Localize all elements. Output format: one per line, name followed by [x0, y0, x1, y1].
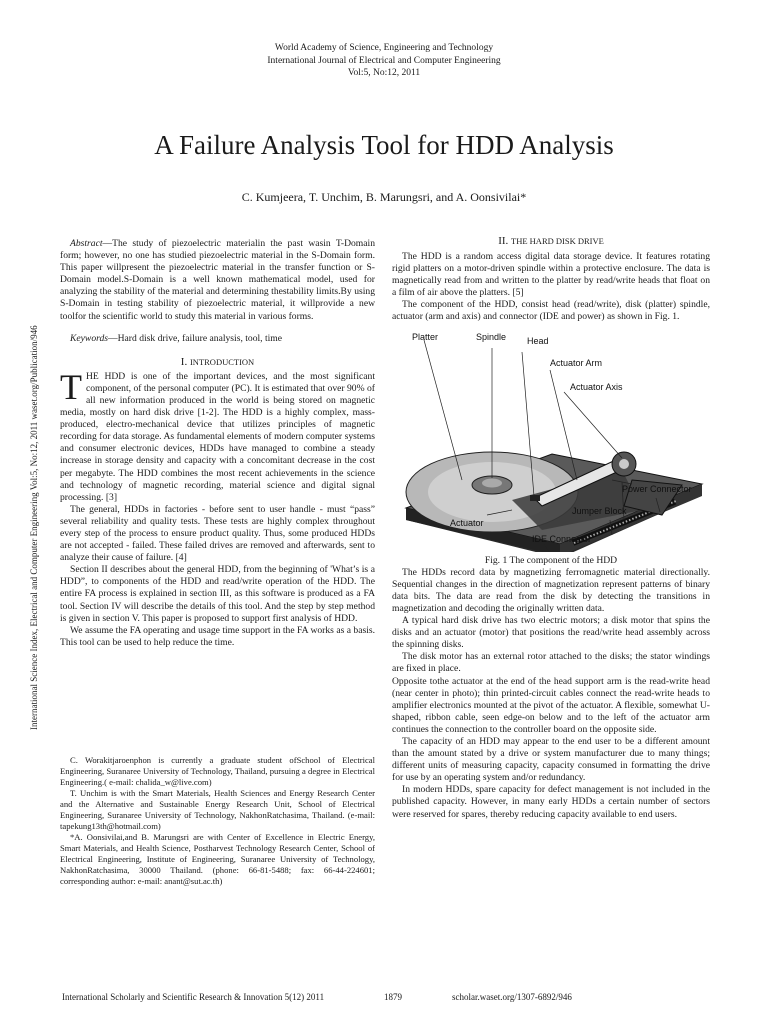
abstract-label: Abstract: [70, 238, 103, 249]
footer-url: scholar.waset.org/1307-6892/946: [452, 992, 572, 1002]
section-heading-hdd: II. THE HARD DISK DRIVE: [498, 235, 604, 247]
label-ide-connector: IDE Connector: [532, 533, 592, 544]
label-actuator-axis: Actuator Axis: [570, 381, 623, 392]
hdd-figure: [392, 330, 710, 552]
hdd-paragraph-8: In modern HDDs, spare capacity for defect management is not included in the published capacity. However, in many early HDDs a certain number of sectors were reserved for spares, thereby reducing capacity available to end users.: [392, 784, 710, 820]
actuator-axis-cap: [619, 459, 629, 469]
header-volume: Vol:5, No:12, 2011: [347, 68, 421, 78]
read-write-head: [530, 495, 540, 501]
footer-journal: International Scholarly and Scientific Research & Innovation 5(12) 2011: [62, 992, 325, 1002]
header-publisher: World Academy of Science, Engineering and Technology: [274, 43, 494, 53]
intro-paragraph-3: Section II describes about the general HDD, from the beginning of 'What’s is a HDD”, to components of the HDD and read/write operation of the HDD. The entire FA process is explained in section III, as this software is produced as a FA tool. Section IV will describe the details of this tool. And the step by step method is given in section V. This paper is proposed to support first analysis of HDD.: [60, 564, 375, 624]
drop-cap: T: [60, 366, 82, 407]
header-journal: International Journal of Electrical and Computer Engineering: [267, 55, 501, 66]
hdd-paragraph-2: The component of the HDD, consist head (read/write), disk (platter) spindle, actuator (arm and axis) and connector (IDE and power) as shown in Fig. 1.: [392, 299, 710, 323]
intro-paragraph-2: The general, HDDs in factories - before sent to user handle - must “pass” several reliability and quality tests. These tests are highly complex throughout every step of the process to ensure product quality. Thus, some produced HDDs are not accepted - failed. These failed drives are removed and afterwards, sent to analyze their cause of failure. [4]: [60, 503, 375, 564]
abstract-text: —The study of piezoelectric materialin the past wasin T-Domain form; however, no one has studied piezoelectric material in the S-Domain form. This paper willpresent the piezoelectric material in the transfer function or S-Domain model.S-Domain is a well known mathematical model, used for analyzing the stability of the material and determining thestability limits.By using S-Domain in testing stability of piezoelectric material, it willprovide a new toolfor the scientific world to study this material in various forms.: [60, 238, 375, 322]
label-actuator: Actuator: [450, 517, 484, 528]
intro-paragraph-4: We assume the FA operating and usage time support in the FA works as a basis. This tool can be used to help reduce the time.: [60, 624, 375, 648]
hdd-paragraph-7: The capacity of an HDD may appear to the end user to be a different amount than the amount stated by a drive or system manufacturer due to many things; different units of measuring capacity, capacity consumed in formatting the drive for use by an operating system and/or redundancy.: [392, 735, 710, 784]
left-column: [60, 238, 375, 649]
label-jumper-block: Jumper Block: [572, 505, 627, 516]
footer-page-number: 1879: [384, 992, 402, 1002]
hdd-paragraph-5: The disk motor has an external rotor attached to the disks; the stator windings are fixed in place.: [392, 651, 710, 675]
keywords: [60, 333, 375, 345]
author-footnotes: [60, 755, 375, 887]
right-column: [392, 234, 710, 821]
abstract: [60, 238, 375, 323]
label-head: Head: [527, 335, 549, 346]
hdd-paragraph-6: Opposite tothe actuator at the end of the head support arm is the read-write head (near center in photo); thin printed-circuit cables connect the read-write heads to amplifier electronics mounted at the pivot of the actuator. A flexible, somewhat U-shaped, ribbon cable, seen edge-on below and to the left of the actuator arm continues the connection to the controller board on the opposite side.: [392, 675, 710, 735]
footnote-2: T. Unchim is with the Smart Materials, Health Sciences and Energy Research Center and the Alternative and Sustainable Energy Research Unit, School of Electrical Engineering, Suranaree University of Technology, NakhonRatchasima, Thailand. (e-mail: tapekung13th@hotmail.com): [60, 788, 375, 831]
hdd-paragraph-4: A typical hard disk drive has two electric motors; a disk motor that spins the disks and an actuator (motor) that positions the read/write head assembly across the spinning disks.: [392, 615, 710, 651]
label-power-connector: Power Connector: [622, 483, 692, 494]
hdd-paragraph-1: The HDD is a random access digital data storage device. It features rotating rigid platters on a motor-driven spindle within a protective enclosure. The data is magnetically read from and written to the platter by read/write heads that float on a film of air above the platters. [5]: [392, 251, 710, 299]
keywords-label: Keywords: [70, 332, 109, 344]
label-platter: Platter: [412, 331, 439, 342]
label-spindle: Spindle: [476, 331, 507, 342]
paper-authors: C. Kumjeera, T. Unchim, B. Marungsri, and A. Oonsivilai*: [241, 190, 527, 204]
section-heading-introduction: I. INTRODUCTION: [180, 355, 255, 368]
journal-header: [0, 42, 768, 80]
side-index-note: International Science Index, Electrical and Computer Engineering Vol:5, No:12, 2011 waset.org/Publication/946: [29, 325, 39, 730]
label-actuator-arm: Actuator Arm: [550, 357, 603, 368]
footnote-3: *A. Oonsivilai,and B. Marungsri are with Center of Excellence in Electric Energy, Smart Materials, and Health Science, Postharvest Technology Research Center, School of Electrical Engineering, Institute of Engineering, Suranaree University of Technology, NakhonRatchasima, 30000 Thailand. (phone: 66-81-5488; fax: 66-44-224601; corresponding author: e-mail: anant@sut.ac.th): [60, 832, 375, 886]
intro-paragraph-1: THE HDD is one of the important devices, and the most significant component, of the personal computer (PC). It is estimated that over 90% of all new information produced in the world is being stored on magnetic media, mostly on hard disk drive [1-2]. The HDD is a highly complex, mass-produced, electro-mechanical device that utilizes principles of magnetic recording for data storage. As fundamental elements of modern computer systems and consumer electronic devices, HDDs have managed to combine a steady increase in storage density and capacity with a concomitant decrease in the cost per megabyte. The HDD combines the most recent achievements in the science and technology of magnetic recording, material science and digital signal processing. [3]: [60, 366, 375, 503]
footnote-1: C. Worakitjaroenphon is currently a graduate student ofSchool of Electrical Engineering, Suranaree University of Technology, Thailand, pursuing a degree in Electrical Engineering.( e-mail: chalida_w@live.com): [60, 755, 375, 787]
hdd-paragraph-3: The HDDs record data by magnetizing ferromagnetic material directionally. Sequential changes in the direction of magnetization represent patterns of binary data bits. The data are read from the disk by detecting the transitions in magnetization and decoding the originally written data.: [392, 566, 710, 614]
keywords-text: —Hard disk drive, failure analysis, tool, time: [108, 332, 283, 344]
paper-title: A Failure Analysis Tool for HDD Analysis: [154, 130, 614, 160]
figure-caption: Fig. 1 The component of the HDD: [484, 554, 618, 566]
spindle-hub: [482, 478, 502, 487]
